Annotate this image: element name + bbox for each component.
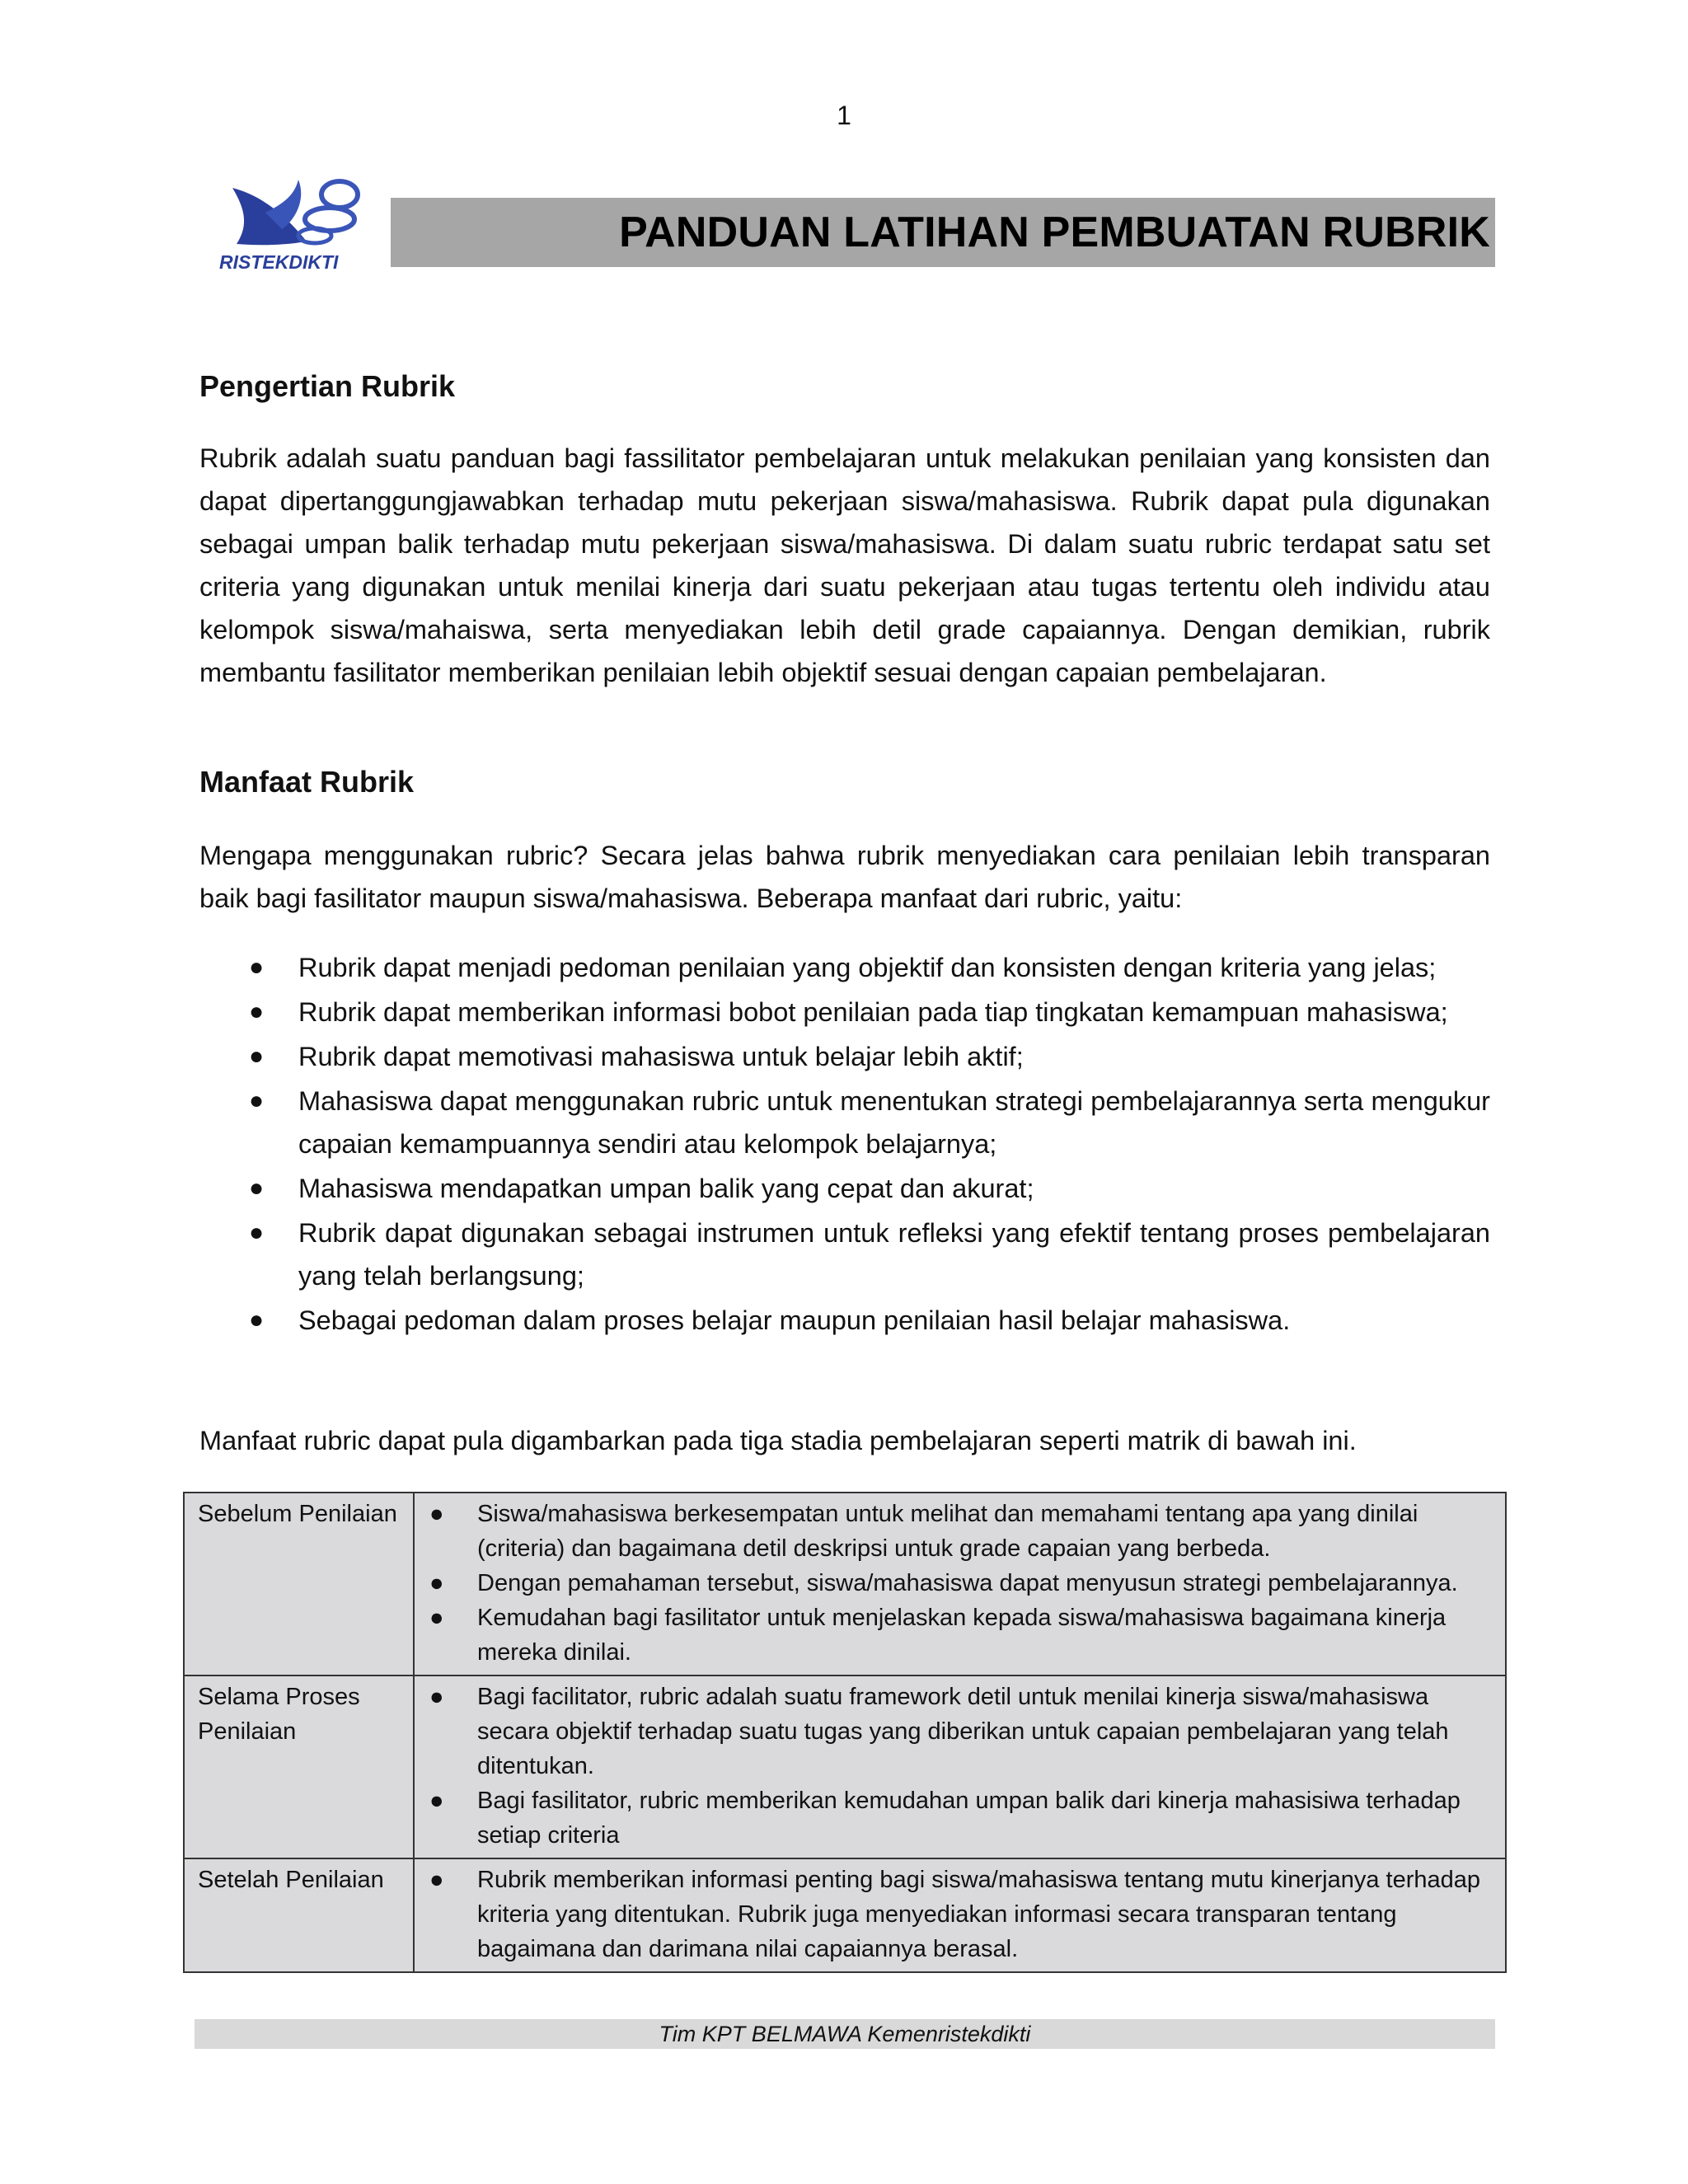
table-row xyxy=(184,1675,1506,1858)
bullet-icon: ● xyxy=(429,1867,444,1893)
bullet-icon: ● xyxy=(429,1501,444,1527)
bullet-text: Rubrik dapat memberikan informasi bobot penilaian pada tiap tingkatan kemampuan mahasiswa; xyxy=(298,997,1448,1027)
list-item xyxy=(428,1497,1492,1566)
bullet-text: Kemudahan bagi fasilitator untuk menjelaskan kepada siswa/mahasiswa bagaimana kinerja mereka dinilai. xyxy=(477,1605,1447,1666)
section-heading: Manfaat Rubrik xyxy=(199,765,415,799)
bullet-icon: ● xyxy=(249,998,265,1025)
list-item xyxy=(428,1783,1492,1853)
page-number: 1 xyxy=(837,101,851,130)
bullet-icon: ● xyxy=(249,1219,265,1246)
ristekdikti-logo-icon xyxy=(216,163,373,279)
bullet-icon: ● xyxy=(429,1684,444,1710)
section-manfaat xyxy=(199,765,1490,799)
bullet-icon: ● xyxy=(429,1570,444,1596)
bullet-icon: ● xyxy=(249,1043,265,1070)
section-heading: Pengertian Rubrik xyxy=(199,369,456,403)
manfaat-bullet-list xyxy=(199,946,1490,1343)
benefit-matrix-table xyxy=(183,1492,1507,1973)
list-item xyxy=(428,1566,1492,1601)
bullet-text: Rubrik dapat digunakan sebagai instrumen untuk refleksi yang efektif tentang proses pembelajaran yang telah berlangsung; xyxy=(298,1218,1490,1291)
manfaat-intro: Mengapa menggunakan rubric? Secara jelas bahwa rubrik menyediakan cara penilaian lebih transparan baik bagi fasilitator maupun siswa/mahasiswa. Beberapa manfaat dari rubric, yaitu: xyxy=(199,841,1490,913)
bullet-text: Rubrik memberikan informasi penting bagi siswa/mahasiswa tentang mutu kinerjanya terhadap kriteria yang ditentukan. Rubrik juga menyediakan informasi secara transparan tentang bagaimana dan darimana nilai capaiannya berasal. xyxy=(477,1867,1481,1962)
footer xyxy=(195,2019,1495,2049)
list-item xyxy=(428,1863,1492,1966)
list-item xyxy=(199,1212,1490,1297)
list-item xyxy=(199,1167,1490,1210)
footer-text: Tim KPT BELMAWA Kemenristekdikti xyxy=(659,2022,1031,2046)
stage-label: Sebelum Penilaian xyxy=(184,1493,414,1675)
list-item xyxy=(199,991,1490,1033)
list-item xyxy=(428,1601,1492,1670)
bullet-icon: ● xyxy=(249,1087,265,1114)
bullet-text: Mahasiswa mendapatkan umpan balik yang cepat dan akurat; xyxy=(298,1174,1034,1203)
bullet-icon: ● xyxy=(249,1174,265,1202)
bullet-text: Rubrik dapat menjadi pedoman penilaian yang objektif dan konsisten dengan kriteria yang jelas; xyxy=(298,953,1437,982)
section-pengertian xyxy=(199,369,1490,404)
table-row xyxy=(184,1493,1506,1675)
list-item xyxy=(199,1299,1490,1342)
stage-content xyxy=(414,1858,1506,1972)
table-row xyxy=(184,1858,1506,1972)
bullet-icon: ● xyxy=(429,1788,444,1814)
stage-label: Setelah Penilaian xyxy=(184,1858,414,1972)
bullet-text: Bagi fasilitator, rubric memberikan kemudahan umpan balik dari kinerja mahasisiwa terhadap setiap criteria xyxy=(477,1788,1461,1849)
bullet-text: Bagi facilitator, rubric adalah suatu framework detil untuk menilai kinerja siswa/mahasiswa secara objektif terhadap suatu tugas yang diberikan untuk capaian pembelajaran yang telah ditentukan. xyxy=(477,1684,1449,1779)
document-title: PANDUAN LATIHAN PEMBUATAN RUBRIK xyxy=(619,209,1490,256)
stage-content xyxy=(414,1675,1506,1858)
list-item xyxy=(428,1680,1492,1783)
list-item xyxy=(199,1080,1490,1165)
pengertian-paragraph: Rubrik adalah suatu panduan bagi fassilitator pembelajaran untuk melakukan penilaian yang konsisten dan dapat dipertanggungjawabkan terhadap mutu pekerjaan siswa/mahasiswa. Rubrik dapat pula digunakan sebagai umpan balik terhadap mutu pekerjaan siswa/mahasiswa. Di dalam suatu rubric terdapat satu set criteria yang digunakan untuk menilai kinerja dari suatu pekerjaan atau tugas tertentu oleh individu atau kelompok siswa/mahaiswa, serta menyediakan lebih detil grade capaiannya. Dengan demikian, rubrik membantu fasilitator memberikan penilaian lebih objektif sesuai dengan capaian pembelajaran. xyxy=(199,443,1490,687)
pengertian-paragraph-block xyxy=(199,437,1490,694)
list-item xyxy=(199,1035,1490,1078)
bullet-text: Rubrik dapat memotivasi mahasiswa untuk belajar lebih aktif; xyxy=(298,1042,1024,1071)
title-banner xyxy=(391,198,1495,267)
matrix-intro: Manfaat rubric dapat pula digambarkan pada tiga stadia pembelajaran seperti matrik di bawah ini. xyxy=(199,1426,1357,1455)
bullet-icon: ● xyxy=(249,1306,265,1333)
stage-label: Selama Proses Penilaian xyxy=(184,1675,414,1858)
matrix-intro-block xyxy=(199,1419,1490,1462)
bullet-text: Mahasiswa dapat menggunakan rubric untuk menentukan strategi pembelajarannya serta mengukur capaian kemampuannya sendiri atau kelompok belajarnya; xyxy=(298,1086,1490,1159)
bullet-list xyxy=(199,946,1490,1342)
manfaat-intro-block xyxy=(199,834,1490,920)
bullet-icon: ● xyxy=(249,954,265,981)
ristekdikti-logo xyxy=(216,163,373,279)
logo-text: RISTEKDIKTI xyxy=(219,251,339,273)
stage-content xyxy=(414,1493,1506,1675)
bullet-text: Siswa/mahasiswa berkesempatan untuk melihat dan memahami tentang apa yang dinilai (criteria) dan bagaimana detil deskripsi untuk grade capaian yang berbeda. xyxy=(477,1501,1418,1562)
bullet-icon: ● xyxy=(429,1605,444,1631)
bullet-text: Sebagai pedoman dalam proses belajar maupun penilaian hasil belajar mahasiswa. xyxy=(298,1305,1291,1335)
list-item xyxy=(199,946,1490,989)
bullet-text: Dengan pemahaman tersebut, siswa/mahasiswa dapat menyusun strategi pembelajarannya. xyxy=(477,1570,1458,1596)
